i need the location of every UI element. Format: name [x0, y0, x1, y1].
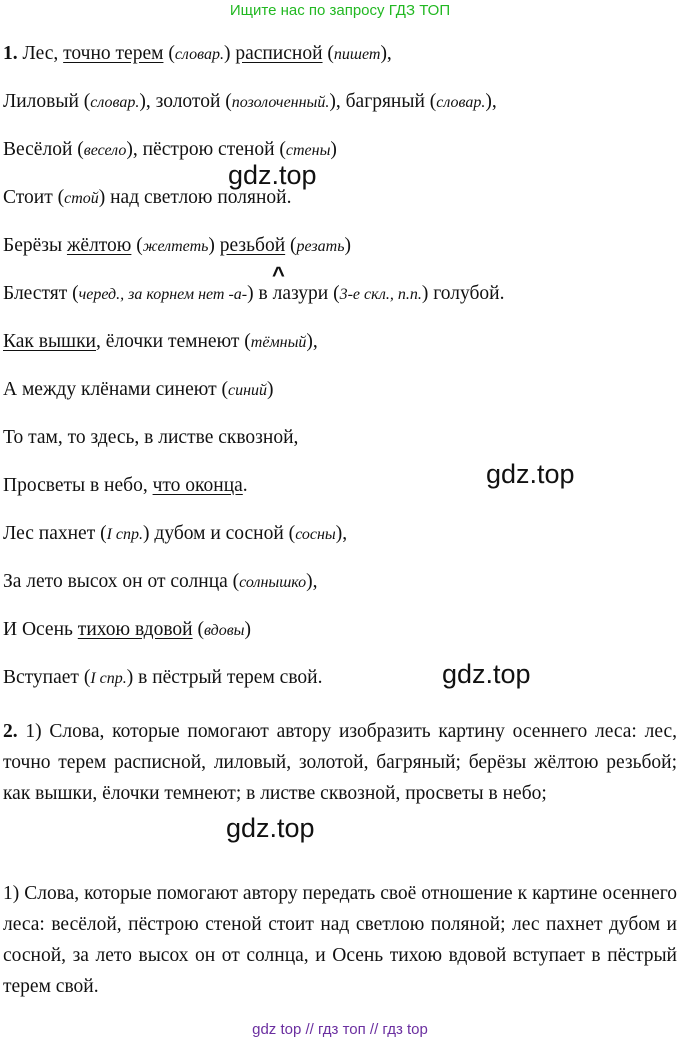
- poem-text: (: [163, 43, 175, 64]
- task-2-text-1: 1) Слова, которые помогают автору изобразить картину осеннего леса: лес, точно терем расписной, лиловый, золотой, багряный; берёзы жёлтою резьбой; как вышки, ёлочки темнеют; в листве сквозной, просветы в небо;: [3, 721, 678, 804]
- watermark: gdz.top: [226, 813, 315, 843]
- caret-mark: ^: [272, 262, 285, 287]
- poem-line: [3, 666, 322, 691]
- poem-text: ): [223, 43, 236, 64]
- poem-text: То там, то здесь, в листве сквозной,: [3, 427, 299, 448]
- poem-text: ): [330, 139, 337, 160]
- poem-line: [3, 570, 318, 595]
- poem-line: [3, 522, 347, 547]
- poem-text: .: [242, 475, 248, 496]
- task-1-number: 1.: [3, 43, 23, 64]
- poem-line: [3, 282, 504, 307]
- underlined-phrase: резьбой: [219, 235, 286, 256]
- check-note: тёмный: [250, 334, 307, 351]
- underlined-phrase: тихою вдовой: [77, 619, 193, 640]
- check-note: весело: [83, 142, 127, 159]
- watermark: gdz.top: [228, 160, 317, 190]
- poem-text: Лес,: [22, 43, 64, 64]
- poem-text: Лиловый (: [3, 91, 91, 112]
- poem-line: [3, 42, 392, 67]
- task-2-text-2: 1) Слова, которые помогают автору передать своё отношение к картине осеннего леса: весёлой, пёстрою стеной стоит над светлою поляной; лес пахнет дубом и сосной, за лето высох он от солнца, и Осень тихою вдовой вступает в пёстрый терем свой.: [3, 883, 677, 997]
- task-2-number: 2.: [3, 721, 18, 742]
- poem-text: ): [344, 235, 351, 256]
- poem-text: ),: [335, 523, 348, 544]
- check-note: словар.: [174, 46, 224, 63]
- poem-text: Берёзы: [3, 235, 67, 256]
- task-2-paragraph-2: [3, 878, 677, 1002]
- poem-line: [3, 330, 318, 355]
- underlined-phrase: Как вышки: [3, 331, 96, 352]
- check-note: 3-е скл., п.п.: [339, 286, 422, 303]
- poem-line: [3, 618, 251, 643]
- poem-text: ) в пёстрый терем свой.: [126, 667, 323, 688]
- poem-text: ): [267, 379, 274, 400]
- poem-text: И Осень: [3, 619, 78, 640]
- poem-text: ),: [485, 91, 497, 112]
- underlined-phrase: жёлтою: [66, 235, 132, 256]
- poem-text: (: [285, 235, 297, 256]
- poem-text: Весёлой (: [3, 139, 84, 160]
- check-note: солнышко: [239, 574, 307, 591]
- poem-line: [3, 90, 497, 115]
- poem-text: ),: [380, 43, 392, 64]
- footer-links: gdz top // гдз топ // гдз top: [252, 1021, 428, 1038]
- poem-line: [3, 426, 298, 450]
- underlined-phrase: что оконца: [152, 475, 243, 496]
- poem-text: Блестят (: [3, 283, 79, 304]
- underlined-phrase: точно терем: [63, 43, 164, 64]
- check-note: словар.: [90, 94, 140, 111]
- poem-text: ) дубом и сосной (: [143, 523, 296, 544]
- poem-text: (: [322, 43, 334, 64]
- underlined-phrase: расписной: [235, 43, 323, 64]
- task-2-paragraph-1: [3, 716, 677, 809]
- poem-text: (: [192, 619, 204, 640]
- poem-text: , ёлочки темнеют (: [96, 331, 251, 352]
- check-note: синий: [227, 382, 268, 399]
- poem-text: А между клёнами синеют (: [3, 379, 228, 400]
- poem-line: [3, 474, 248, 498]
- poem-text: ): [244, 619, 251, 640]
- poem-text: Вступает (: [3, 667, 91, 688]
- check-note: резать: [296, 238, 345, 255]
- poem-text: Просветы в небо,: [3, 475, 153, 496]
- poem-text: ), золотой (: [139, 91, 232, 112]
- check-note: пишет: [333, 46, 381, 63]
- poem-text: За лето высох он от солнца (: [3, 571, 240, 592]
- watermark: gdz.top: [486, 459, 575, 489]
- poem-text: ),: [306, 571, 318, 592]
- poem-text: ),: [306, 331, 318, 352]
- poem-text: ), багряный (: [329, 91, 437, 112]
- check-note: вдовы: [203, 622, 245, 639]
- poem-text: (: [131, 235, 143, 256]
- poem-text: ) над светлою поляной.: [98, 187, 292, 208]
- poem-text: Стоит (: [3, 187, 65, 208]
- poem-text: ) в лазури (: [247, 283, 340, 304]
- check-note: желтеть: [142, 238, 209, 255]
- check-note: I спр.: [90, 670, 127, 687]
- watermark: gdz.top: [442, 659, 531, 689]
- poem-line: [3, 234, 351, 259]
- poem-line: [3, 378, 274, 403]
- check-note: сосны: [295, 526, 336, 543]
- header-search-hint: Ищите нас по запросу ГДЗ ТОП: [229, 2, 451, 19]
- check-note: стой: [64, 190, 99, 207]
- check-note: I спр.: [106, 526, 144, 543]
- check-note: словар.: [436, 94, 486, 111]
- poem-text: ): [208, 235, 220, 256]
- poem-text: ), пёстрою стеной (: [126, 139, 286, 160]
- check-note: стены: [285, 142, 331, 159]
- check-note: черед., за корнем нет -а-: [78, 286, 248, 303]
- poem-text: ) голубой.: [421, 283, 505, 304]
- poem-text: Лес пахнет (: [3, 523, 107, 544]
- check-note: позолоченный.: [231, 94, 330, 111]
